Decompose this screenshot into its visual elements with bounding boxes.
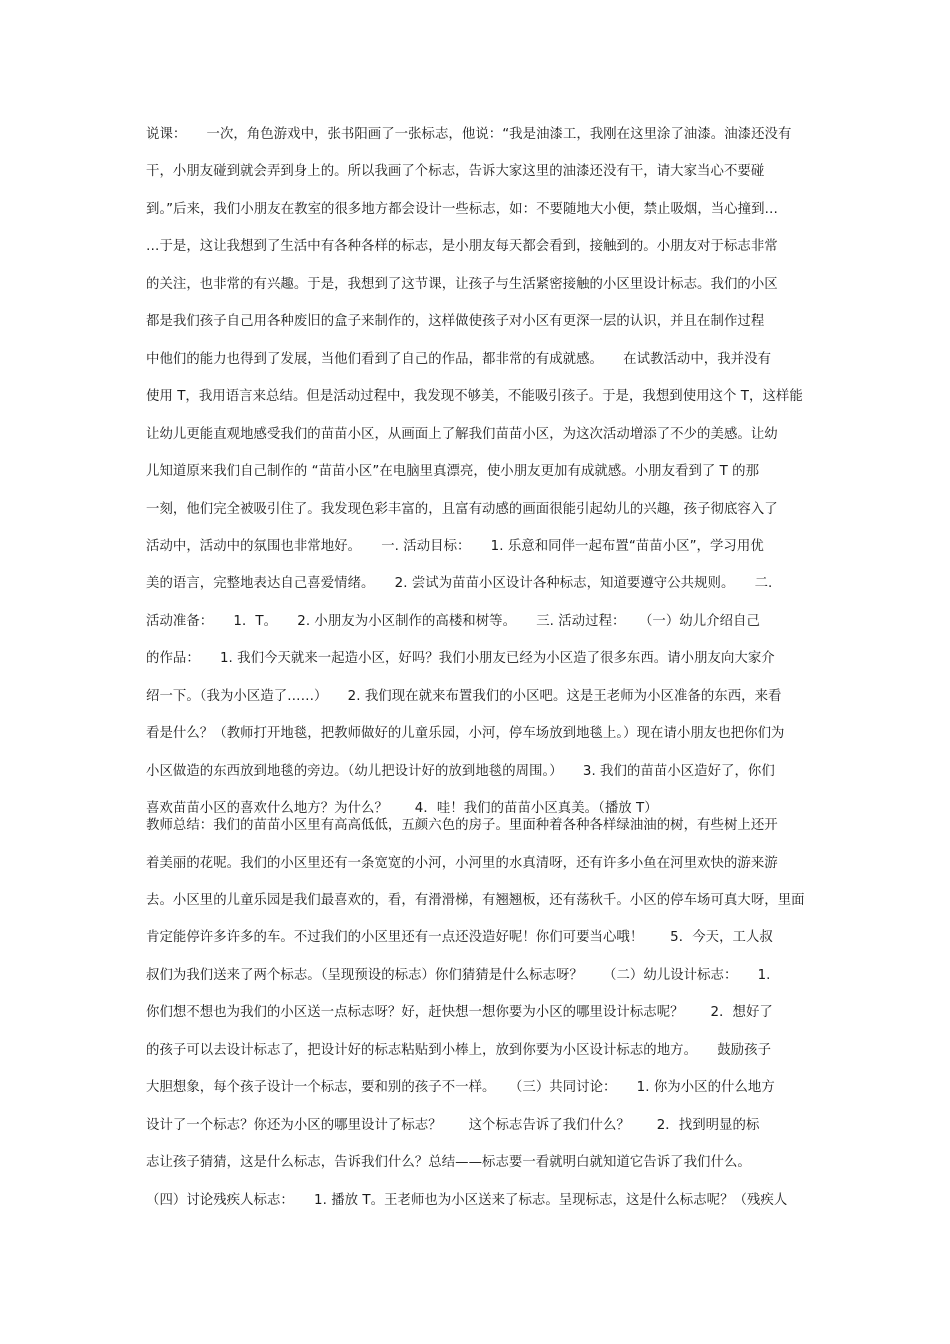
paragraph-1-line: 到。”后来，我们小朋友在教室的很多地方都会设计一些标志，如：不要随地大小便，禁止吸烟，当心撞到…	[146, 201, 778, 217]
paragraph-2-line: 设计了一个标志？你还为小区的哪里设计了标志？ 这个标志告诉了我们什么？ 2．找到明显的标	[146, 1117, 760, 1133]
paragraph-2-line: 大胆想象，每个孩子设计一个标志，要和别的孩子不一样。 （三）共同讨论： 1. 你为小区的什么地方	[146, 1080, 775, 1096]
paragraph-1-line: …于是，这让我想到了生活中有各种各样的标志，是小朋友每天都会看到，接触到的。小朋友对于标志非常	[146, 239, 778, 255]
paragraph-1-line: 的作品： 1. 我们今天就来一起造小区，好吗？我们小朋友已经为小区造了很多东西。请小朋友向大家介	[146, 651, 775, 667]
paragraph-2-line: （四）讨论残疾人标志： 1. 播放 T。王老师也为小区送来了标志。呈现标志，这是什么标志呢？（残疾人	[146, 1192, 788, 1208]
paragraph-1-line: 都是我们孩子自己用各种废旧的盒子来制作的，这样做使孩子对小区有更深一层的认识，并且在制作过程	[146, 314, 765, 330]
paragraph-1-line: 一刻，他们完全被吸引住了。我发现色彩丰富的，且富有动感的画面很能引起幼儿的兴趣，孩子彻底容入了	[146, 501, 778, 517]
paragraph-1-line: 的关注，也非常的有兴趣。于是，我想到了这节课，让孩子与生活紧密接触的小区里设计标志。我们的小区	[146, 276, 778, 292]
paragraph-2-line: 志让孩子猜猜，这是什么标志，告诉我们什么？总结——标志要一看就明白就知道它告诉了我们什么。	[146, 1155, 751, 1170]
paragraph-1-line: 干，小朋友碰到就会弄到身上的。所以我画了个标志，告诉大家这里的油漆还没有干，请大家当心不要碰	[146, 164, 765, 180]
paragraph-2-line: 肯定能停许多许多的车。不过我们的小区里还有一点还没造好呢！你们可要当心哦！ 5．今天，工人叔	[146, 930, 773, 946]
paragraph-2-line: 的孩子可以去设计标志了，把设计好的标志粘贴到小棒上，放到你要为小区设计标志的地方。 鼓励孩子	[146, 1042, 772, 1058]
paragraph-1-line: 儿知道原来我们自己制作的 “苗苗小区”在电脑里真漂亮，使小朋友更加有成就感。小朋友看到了 T 的那	[146, 464, 760, 480]
paragraph-1-line: 中他们的能力也得到了发展，当他们看到了自己的作品，都非常的有成就感。 在试教活动中，我并没有	[146, 351, 772, 367]
paragraph-2-line: 叔们为我们送来了两个标志。（呈现预设的标志）你们猜猜是什么标志呀？ （二）幼儿设计标志： 1.	[146, 967, 771, 983]
paragraph-2-line: 去。小区里的儿童乐园是我们最喜欢的，看，有滑滑梯，有翘翘板，还有荡秋千。小区的停车场可真大呀，里面	[146, 892, 805, 908]
paragraph-1-line: 活动中，活动中的氛围也非常地好。 一. 活动目标： 1. 乐意和同伴一起布置“苗苗小区”，学习用优	[146, 539, 764, 554]
paragraph-1-line: 美的语言，完整地表达自己喜爱情绪。 2. 尝试为苗苗小区设计各种标志，知道要遵守公共规则。 二.	[146, 576, 773, 592]
paragraph-2-line: 教师总结：我们的苗苗小区里有高高低低，五颜六色的房子。里面种着各种各样绿油油的树，有些树上还开	[146, 818, 778, 833]
paragraph-1-line: 小区做造的东西放到地毯的旁边。（幼儿把设计好的放到地毯的周围。） 3. 我们的苗苗小区造好了，你们	[146, 763, 775, 779]
paragraph-1-line: 使用 T，我用语言来总结。但是活动过程中，我发现不够美，不能吸引孩子。于是，我想到使用这个 T，这样能	[146, 389, 803, 405]
paragraph-2-line: 你们想不想也为我们的小区送一点标志呀？好，赶快想一想你要为小区的哪里设计标志呢？ 2．想好了	[146, 1005, 773, 1021]
paragraph-1-line: 说课： 一次，角色游戏中，张书阳画了一张标志，他说：“我是油漆工，我刚在这里涂了油漆。油漆还没有	[146, 127, 792, 142]
paragraph-1-line: 让幼儿更能直观地感受我们的苗苗小区，从画面上了解我们苗苗小区，为这次活动增添了不少的美感。让幼	[146, 426, 778, 442]
paragraph-1-line: 绍一下。（我为小区造了……） 2. 我们现在就来布置我们的小区吧。这是王老师为小区准备的东西，来看	[146, 688, 782, 704]
paragraph-1-line: 看是什么？（教师打开地毯，把教师做好的儿童乐园，小河，停车场放到地毯上。）现在请小朋友也把你们为	[146, 726, 785, 742]
paragraph-2-line: 着美丽的花呢。我们的小区里还有一条宽宽的小河，小河里的水真清呀，还有许多小鱼在河里欢快的游来游	[146, 855, 778, 871]
paragraph-1-line: 喜欢苗苗小区的喜欢什么地方？为什么？ 4．哇！我们的苗苗小区真美。（播放 T）	[146, 801, 658, 817]
paragraph-1-line: 活动准备： 1．T。 2. 小朋友为小区制作的高楼和树等。 三. 活动过程： （一）幼儿介绍自己	[146, 613, 760, 629]
